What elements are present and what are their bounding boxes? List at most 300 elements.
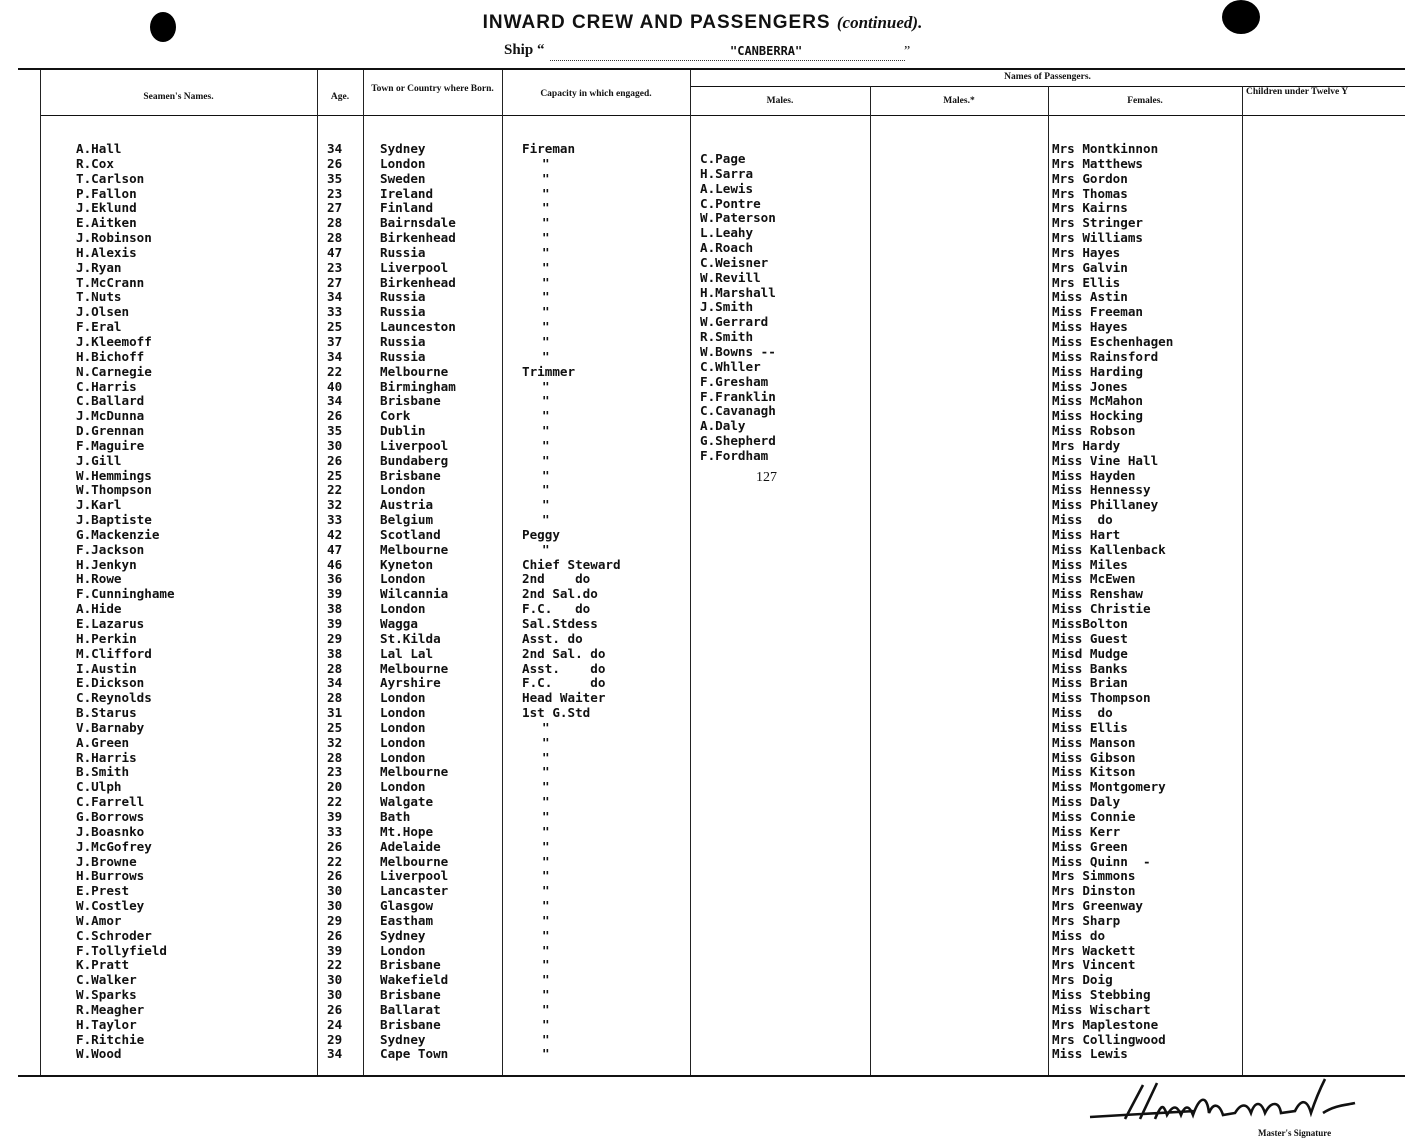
names-entry: C.Walker (76, 972, 137, 988)
females-entry: Mrs Simmons (1052, 868, 1136, 884)
born-entry: Finland (380, 200, 434, 216)
born-entry: Melbourne (380, 660, 449, 676)
header-born: Town or Country where Born. (371, 84, 494, 94)
males-entry: G.Shepherd (700, 433, 776, 449)
names-entry: B.Smith (76, 764, 130, 780)
males-entry: C.Whller (700, 358, 761, 374)
table-top-rule (18, 68, 1405, 70)
ages-entry: 25 (327, 719, 343, 735)
names-entry: M.Clifford (76, 645, 152, 661)
birthplace-column (380, 142, 456, 1062)
females-entry: Miss Connie (1052, 808, 1136, 824)
females-entry: Miss Kitson (1052, 764, 1136, 780)
born-entry: Melbourne (380, 541, 449, 557)
born-entry: London (380, 690, 426, 706)
names-entry: C.Harris (76, 378, 137, 394)
ages-entry: 30 (327, 898, 343, 914)
females-entry: MissBolton (1052, 616, 1128, 631)
cap-entry: " (542, 987, 550, 1003)
cap-entry: " (542, 259, 550, 275)
ages-entry: 30 (327, 987, 343, 1003)
born-entry: Wakefield (380, 972, 449, 988)
ages-entry: 23 (327, 764, 343, 780)
ages-entry: 30 (327, 437, 343, 453)
females-entry: Miss Kallenback (1052, 541, 1166, 557)
born-entry: Liverpool (380, 259, 449, 275)
ages-entry: 34 (327, 141, 343, 156)
cap-entry: " (542, 497, 550, 513)
females-entry: Miss Quinn - (1052, 853, 1151, 869)
header-children: Children under Twelve Y (1246, 87, 1349, 97)
ages-entry: 22 (327, 794, 343, 810)
females-entry: Mrs Vincent (1052, 957, 1136, 973)
born-entry: Austria (380, 497, 434, 513)
cap-entry: " (542, 1016, 550, 1032)
born-entry: Sydney (380, 927, 426, 943)
header-capacity: Capacity in which engaged. (540, 89, 652, 99)
born-entry: St.Kilda (380, 630, 441, 646)
cap-entry: " (542, 378, 550, 394)
ages-entry: 47 (327, 541, 343, 557)
males-entry: H.Sarra (700, 165, 754, 181)
cap-entry: " (542, 912, 550, 928)
names-entry: H.Bichoff (76, 348, 145, 364)
born-entry: Launceston (380, 319, 456, 335)
females-entry: Miss Daly (1052, 794, 1121, 810)
names-entry: F.Tollyfield (76, 942, 167, 958)
header-males: Males. (766, 96, 794, 106)
names-entry: J.Browne (76, 853, 137, 869)
names-entry: J.McGofrey (76, 838, 152, 854)
names-entry: J.McDunna (76, 408, 145, 424)
females-entry: Miss Freeman (1052, 304, 1143, 320)
born-entry: Brisbane (380, 957, 441, 973)
born-entry: Kyneton (380, 556, 434, 572)
cap-entry: " (542, 927, 550, 943)
cap-entry: " (542, 1001, 550, 1017)
males-entry: W.Paterson (700, 210, 776, 226)
cap-entry: " (542, 304, 550, 320)
ages-entry: 39 (327, 942, 343, 958)
names-entry: T.Nuts (76, 289, 122, 305)
ages-entry: 36 (327, 571, 343, 587)
cap-entry: " (542, 437, 550, 453)
cap-entry: " (542, 1031, 550, 1047)
names-entry: G.Mackenzie (76, 526, 160, 542)
females-entry: Mrs Galvin (1052, 259, 1128, 275)
females-entry: Miss Hennessy (1052, 482, 1151, 498)
header-seamen-names: Seamen's Names. (143, 92, 214, 102)
females-entry: Mrs Collingwood (1052, 1031, 1166, 1047)
females-entry: Miss do (1052, 705, 1113, 721)
born-entry: Dublin (380, 423, 426, 439)
born-entry: Brisbane (380, 393, 441, 409)
names-entry: J.Eklund (76, 200, 137, 216)
col-divider-3 (363, 70, 364, 1075)
females-entry: Miss Stebbing (1052, 987, 1151, 1003)
ages-entry: 28 (327, 215, 343, 231)
males-entry: L.Leahy (700, 225, 754, 241)
ages-entry: 26 (327, 452, 343, 468)
ages-entry: 34 (327, 289, 343, 305)
ship-name: "CANBERRA" (730, 44, 803, 58)
names-entry: J.Baptiste (76, 512, 152, 528)
cap-entry: " (542, 482, 550, 498)
females-entry: Mrs Montkinnon (1052, 141, 1159, 156)
born-entry: Lal Lal (380, 645, 434, 661)
cap-entry: " (542, 957, 550, 973)
born-entry: Melbourne (380, 853, 449, 869)
names-entry: F.Eral (76, 319, 122, 335)
cap-entry: " (542, 779, 550, 795)
born-entry: London (380, 705, 426, 721)
ages-entry: 22 (327, 957, 343, 973)
cap-entry: " (542, 230, 550, 246)
header-males-star: Males.* (943, 96, 975, 106)
females-entry: Mrs Matthews (1052, 155, 1143, 171)
col-divider-4 (502, 70, 503, 1075)
cap-entry: " (542, 1046, 550, 1062)
col-divider-7 (1048, 86, 1049, 1075)
cap-entry: " (542, 794, 550, 810)
females-entry: Miss Miles (1052, 556, 1128, 572)
ages-entry: 32 (327, 734, 343, 750)
ages-entry: 30 (327, 972, 343, 988)
cap-entry: Sal.Stdess (522, 616, 598, 631)
born-entry: Wilcannia (380, 586, 449, 602)
females-entry: Miss Gibson (1052, 749, 1136, 765)
cap-entry: Trimmer (522, 363, 576, 379)
females-entry: Miss Hayes (1052, 319, 1128, 335)
females-entry: Miss Kerr (1052, 823, 1121, 839)
names-entry: N.Carnegie (76, 363, 152, 379)
born-entry: London (380, 571, 426, 587)
males-entry: F.Gresham (700, 373, 769, 389)
born-entry: London (380, 734, 426, 750)
ages-entry: 29 (327, 912, 343, 928)
born-entry: London (380, 779, 426, 795)
born-entry: Bundaberg (380, 452, 449, 468)
names-entry: A.Hall (76, 141, 122, 156)
born-entry: Melbourne (380, 764, 449, 780)
cap-entry: Peggy (522, 526, 560, 542)
cap-entry: " (542, 972, 550, 988)
names-entry: W.Thompson (76, 482, 152, 498)
cap-entry: Chief Steward (522, 556, 621, 572)
ages-entry: 26 (327, 868, 343, 884)
females-entry: Mrs Sharp (1052, 912, 1121, 928)
cap-entry: " (542, 541, 550, 557)
born-entry: London (380, 601, 426, 617)
cap-entry: " (542, 452, 550, 468)
names-entry: A.Green (76, 734, 130, 750)
females-entry: Miss Banks (1052, 660, 1128, 676)
born-entry: Birmingham (380, 378, 456, 394)
male-count-annotation: 127 (756, 470, 777, 485)
ages-entry: 33 (327, 512, 343, 528)
names-entry: E.Dickson (76, 675, 145, 691)
ages-entry: 40 (327, 378, 343, 394)
names-entry: H.Rowe (76, 571, 122, 587)
header-age: Age. (330, 92, 350, 102)
born-entry: Brisbane (380, 987, 441, 1003)
cap-entry: Head Waiter (522, 690, 606, 706)
males-entry: J.Smith (700, 299, 754, 315)
age-column (327, 142, 342, 1062)
born-entry: Bairnsdale (380, 215, 456, 231)
females-entry: Mrs Maplestone (1052, 1016, 1159, 1032)
names-entry: J.Robinson (76, 230, 152, 246)
ship-label: Ship “ (504, 42, 545, 58)
ages-entry: 39 (327, 808, 343, 824)
cap-entry: " (542, 274, 550, 290)
cap-entry: Asst. do (522, 660, 606, 676)
born-entry: Sydney (380, 141, 426, 156)
ages-entry: 25 (327, 319, 343, 335)
cap-entry: " (542, 408, 550, 424)
names-entry: E.Prest (76, 883, 130, 899)
born-entry: Russia (380, 333, 426, 349)
cap-entry: " (542, 423, 550, 439)
cap-entry: " (542, 764, 550, 780)
ages-entry: 20 (327, 779, 343, 795)
names-entry: P.Fallon (76, 185, 137, 201)
born-entry: Mt.Hope (380, 823, 434, 839)
females-entry: Miss Thompson (1052, 690, 1151, 706)
females-entry: Mrs Thomas (1052, 185, 1128, 201)
names-entry: C.Ballard (76, 393, 145, 409)
ages-entry: 28 (327, 660, 343, 676)
ages-entry: 38 (327, 645, 343, 661)
master-signature (1085, 1075, 1375, 1130)
cap-entry: 2nd Sal.do (522, 586, 598, 602)
ages-entry: 29 (327, 1031, 343, 1047)
females-entry: Miss Guest (1052, 630, 1128, 646)
males-entry: C.Page (700, 151, 746, 166)
ages-entry: 42 (327, 526, 343, 542)
header-passengers: Names of Passengers. (1004, 72, 1091, 82)
ages-entry: 26 (327, 155, 343, 171)
ages-entry: 34 (327, 675, 343, 691)
names-entry: K.Pratt (76, 957, 130, 973)
males-entry: A.Roach (700, 240, 754, 256)
names-entry: J.Karl (76, 497, 122, 513)
males-entry: A.Daly (700, 418, 746, 434)
names-entry: E.Aitken (76, 215, 137, 231)
names-entry: C.Farrell (76, 794, 145, 810)
females-entry: Miss Green (1052, 838, 1128, 854)
born-entry: Liverpool (380, 437, 449, 453)
names-entry: H.Burrows (76, 868, 145, 884)
ages-entry: 25 (327, 467, 343, 483)
ship-name-line (550, 60, 905, 61)
cap-entry: " (542, 512, 550, 528)
cap-entry: " (542, 244, 550, 260)
born-entry: Cork (380, 408, 411, 424)
seamen-names-column (76, 142, 175, 1062)
ages-entry: 32 (327, 497, 343, 513)
names-entry: J.Kleemoff (76, 333, 152, 349)
header-bottom-rule (40, 115, 1405, 116)
females-entry: Mrs Gordon (1052, 170, 1128, 186)
cap-entry: " (542, 749, 550, 765)
cap-entry: " (542, 853, 550, 869)
cap-entry: " (542, 348, 550, 364)
ages-entry: 37 (327, 333, 343, 349)
ages-entry: 28 (327, 749, 343, 765)
page-title (0, 12, 1405, 34)
ages-entry: 34 (327, 393, 343, 409)
names-entry: J.Boasnko (76, 823, 145, 839)
col-divider-6 (870, 86, 871, 1075)
born-entry: London (380, 155, 426, 171)
cap-entry: 2nd do (522, 571, 591, 587)
cap-entry: " (542, 898, 550, 914)
females-entry: Miss Rainsford (1052, 348, 1159, 364)
cap-entry: " (542, 823, 550, 839)
females-entry: Mrs Doig (1052, 972, 1113, 988)
ages-entry: 22 (327, 363, 343, 379)
males-entry: C.Weisner (700, 254, 769, 270)
born-entry: Walgate (380, 794, 434, 810)
cap-entry: " (542, 215, 550, 231)
born-entry: Adelaide (380, 838, 441, 854)
born-entry: Russia (380, 244, 426, 260)
ages-entry: 46 (327, 556, 343, 572)
capacity-column (522, 142, 621, 1062)
ages-entry: 23 (327, 259, 343, 275)
females-entry: Mrs Hayes (1052, 244, 1121, 260)
females-entry: Miss Christie (1052, 601, 1151, 617)
ages-entry: 30 (327, 883, 343, 899)
cap-entry: " (542, 467, 550, 483)
names-entry: E.Lazarus (76, 616, 145, 631)
females-entry: Miss Montgomery (1052, 779, 1166, 795)
male-passengers-column (700, 152, 776, 464)
signature-label: Master's Signature (1258, 1128, 1332, 1138)
names-entry: W.Wood (76, 1046, 122, 1062)
title-continued: (continued). (836, 13, 923, 32)
females-entry: Miss Wischart (1052, 1001, 1151, 1017)
names-entry: H.Perkin (76, 630, 137, 646)
born-entry: Belgium (380, 512, 434, 528)
names-entry: W.Hemmings (76, 467, 152, 483)
cap-entry: " (542, 333, 550, 349)
col-divider-5 (690, 70, 691, 1075)
ages-entry: 39 (327, 616, 343, 631)
female-passengers-column (1052, 142, 1173, 1062)
names-entry: F.Cunninghame (76, 586, 175, 602)
names-entry: C.Reynolds (76, 690, 152, 706)
title-main: INWARD CREW AND PASSENGERS (482, 12, 831, 33)
born-entry: London (380, 719, 426, 735)
born-entry: Ballarat (380, 1001, 441, 1017)
cap-entry: Fireman (522, 141, 576, 156)
cap-entry: 1st G.Std (522, 705, 591, 721)
names-entry: R.Harris (76, 749, 137, 765)
females-entry: Miss Manson (1052, 734, 1136, 750)
names-entry: G.Borrows (76, 808, 145, 824)
ages-entry: 34 (327, 348, 343, 364)
ages-entry: 38 (327, 601, 343, 617)
born-entry: Cape Town (380, 1046, 449, 1062)
females-entry: Mrs Dinston (1052, 883, 1136, 899)
cap-entry: " (542, 883, 550, 899)
ages-entry: 24 (327, 1016, 343, 1032)
males-entry: A.Lewis (700, 180, 754, 196)
females-entry: Miss Lewis (1052, 1046, 1128, 1062)
cap-entry: " (542, 734, 550, 750)
ages-entry: 23 (327, 185, 343, 201)
cap-entry: " (542, 808, 550, 824)
born-entry: Bath (380, 808, 411, 824)
ages-entry: 39 (327, 586, 343, 602)
males-entry: W.Gerrard (700, 314, 769, 330)
ages-entry: 26 (327, 838, 343, 854)
born-entry: Russia (380, 348, 426, 364)
ages-entry: 34 (327, 1046, 343, 1062)
names-entry: H.Jenkyn (76, 556, 137, 572)
females-entry: Mrs Greenway (1052, 898, 1143, 914)
names-entry: R.Meagher (76, 1001, 145, 1017)
females-entry: Miss Vine Hall (1052, 452, 1159, 468)
born-entry: Lancaster (380, 883, 449, 899)
names-entry: I.Austin (76, 660, 137, 676)
names-entry: B.Starus (76, 705, 137, 721)
females-entry: Miss Ellis (1052, 719, 1128, 735)
born-entry: Birkenhead (380, 274, 456, 290)
cap-entry: " (542, 838, 550, 854)
females-entry: Miss do (1052, 927, 1106, 943)
ages-entry: 29 (327, 630, 343, 646)
names-entry: C.Schroder (76, 927, 152, 943)
names-entry: T.Carlson (76, 170, 145, 186)
born-entry: Eastham (380, 912, 434, 928)
names-entry: W.Sparks (76, 987, 137, 1003)
females-entry: Miss Jones (1052, 378, 1128, 394)
col-divider-2 (317, 70, 318, 1075)
females-entry: Mrs Ellis (1052, 274, 1121, 290)
col-divider-8 (1242, 86, 1243, 1075)
males-entry: W.Revill (700, 269, 761, 285)
born-entry: Brisbane (380, 1016, 441, 1032)
born-entry: Sydney (380, 1031, 426, 1047)
names-entry: A.Hide (76, 601, 122, 617)
names-entry: V.Barnaby (76, 719, 145, 735)
females-entry: Miss Hart (1052, 526, 1121, 542)
cap-entry: F.C. do (522, 675, 606, 691)
names-entry: H.Alexis (76, 244, 137, 260)
females-entry: Miss McEwen (1052, 571, 1136, 587)
cap-entry: " (542, 185, 550, 201)
born-entry: Melbourne (380, 363, 449, 379)
cap-entry: " (542, 319, 550, 335)
ages-entry: 35 (327, 170, 343, 186)
ship-close-quote: ” (904, 44, 911, 59)
females-entry: Miss Harding (1052, 363, 1143, 379)
names-entry: F.Ritchie (76, 1031, 145, 1047)
born-entry: Glasgow (380, 898, 434, 914)
born-entry: Sweden (380, 170, 426, 186)
cap-entry: " (542, 868, 550, 884)
born-entry: Wagga (380, 616, 418, 631)
names-entry: R.Cox (76, 155, 114, 171)
ages-entry: 33 (327, 823, 343, 839)
names-entry: W.Costley (76, 898, 145, 914)
ages-entry: 26 (327, 1001, 343, 1017)
born-entry: Brisbane (380, 467, 441, 483)
names-entry: J.Gill (76, 452, 122, 468)
